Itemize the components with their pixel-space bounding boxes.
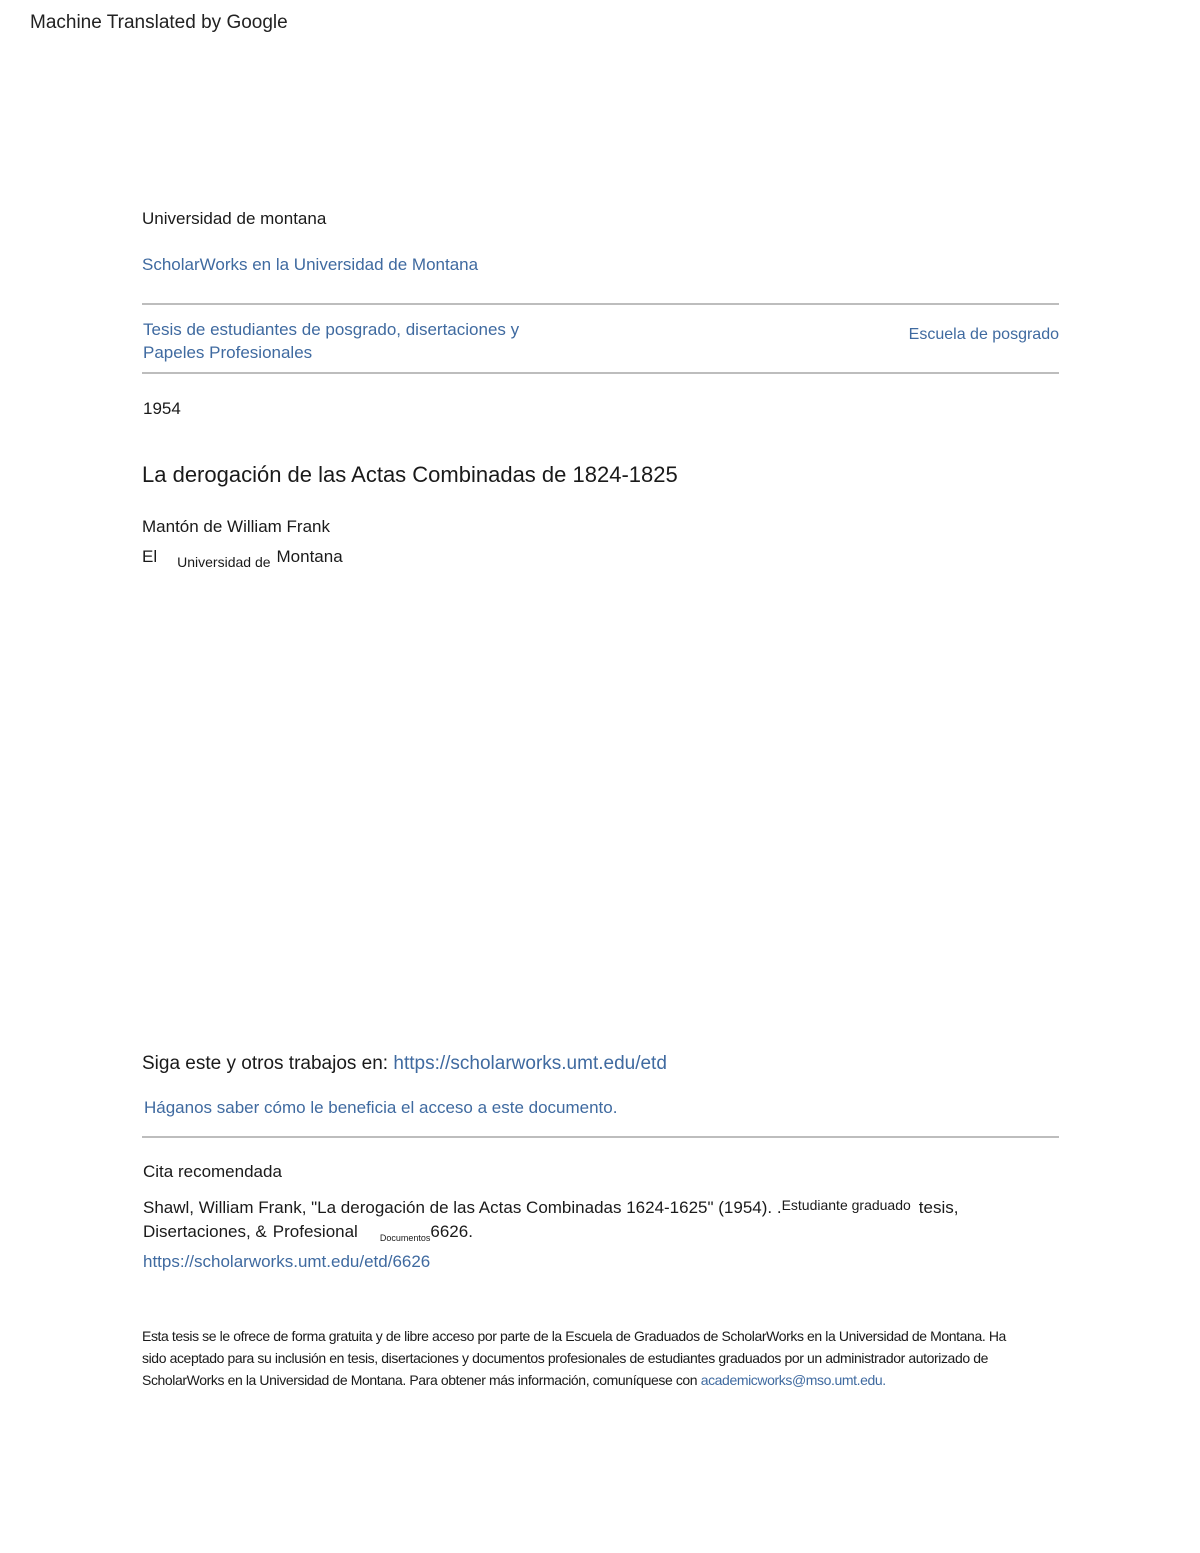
institution-mid: Universidad de	[177, 554, 271, 570]
citation-line2-b: Profesional	[272, 1222, 358, 1241]
citation-line2-a: Disertaciones, &	[143, 1222, 267, 1241]
university-name: Universidad de montana	[142, 209, 327, 228]
scholarworks-link[interactable]: ScholarWorks en la Universidad de Montana	[142, 255, 479, 274]
institution-el: El	[142, 547, 158, 566]
follow-prefix: Siga este y otros trabajos en:	[142, 1053, 389, 1074]
divider-bottom	[142, 1136, 1059, 1138]
feedback-link[interactable]: Háganos saber cómo le beneficia el acceso a este documento.	[144, 1098, 618, 1117]
collection-line-1: Tesis de estudiantes de posgrado, disertaciones y	[143, 320, 520, 339]
machine-translation-banner: Machine Translated by Google	[30, 12, 288, 33]
follow-url-link[interactable]: https://scholarworks.umt.edu/etd	[393, 1053, 667, 1074]
citation-line2-small: Documentos	[379, 1233, 431, 1243]
citation-line-2	[143, 1222, 473, 1242]
collection-link[interactable]	[143, 318, 583, 364]
citation-line1-end: tesis,	[918, 1198, 959, 1217]
citation-main: Shawl, William Frank, "La derogación de las Actas Combinadas 1624-1625" (1954). .	[143, 1198, 782, 1217]
citation-line-1	[143, 1198, 958, 1218]
thesis-institution	[142, 547, 343, 570]
citation-superscript: Estudiante graduado	[781, 1197, 911, 1213]
divider-top	[142, 303, 1059, 305]
contact-email-link[interactable]: academicworks@mso.umt.edu.	[700, 1372, 886, 1388]
institution-end: Montana	[276, 547, 343, 566]
citation-heading: Cita recomendada	[143, 1162, 282, 1181]
thesis-title: La derogación de las Actas Combinadas de 1824-1825	[142, 462, 678, 487]
citation-line2-end: 6626.	[430, 1222, 473, 1241]
follow-line	[142, 1053, 667, 1075]
collection-line-2: Papeles Profesionales	[143, 343, 313, 362]
access-notice	[142, 1325, 1022, 1391]
thesis-year: 1954	[143, 399, 181, 418]
citation-url-link[interactable]: https://scholarworks.umt.edu/etd/6626	[143, 1252, 431, 1271]
divider-middle	[142, 372, 1059, 374]
department-link[interactable]: Escuela de posgrado	[908, 326, 1059, 343]
access-notice-text: Esta tesis se le ofrece de forma gratuita y de libre acceso por parte de la Escuela de Graduados de ScholarWorks en la Universidad de Montana. Ha sido aceptado para su inclusión en tesis, disertaciones y documentos profesionales de estudiantes graduados por un administrador autorizado de ScholarWorks en la Universidad de Montana. Para obtener más información, comuníquese con	[142, 1328, 1006, 1388]
thesis-author: Mantón de William Frank	[142, 517, 331, 536]
